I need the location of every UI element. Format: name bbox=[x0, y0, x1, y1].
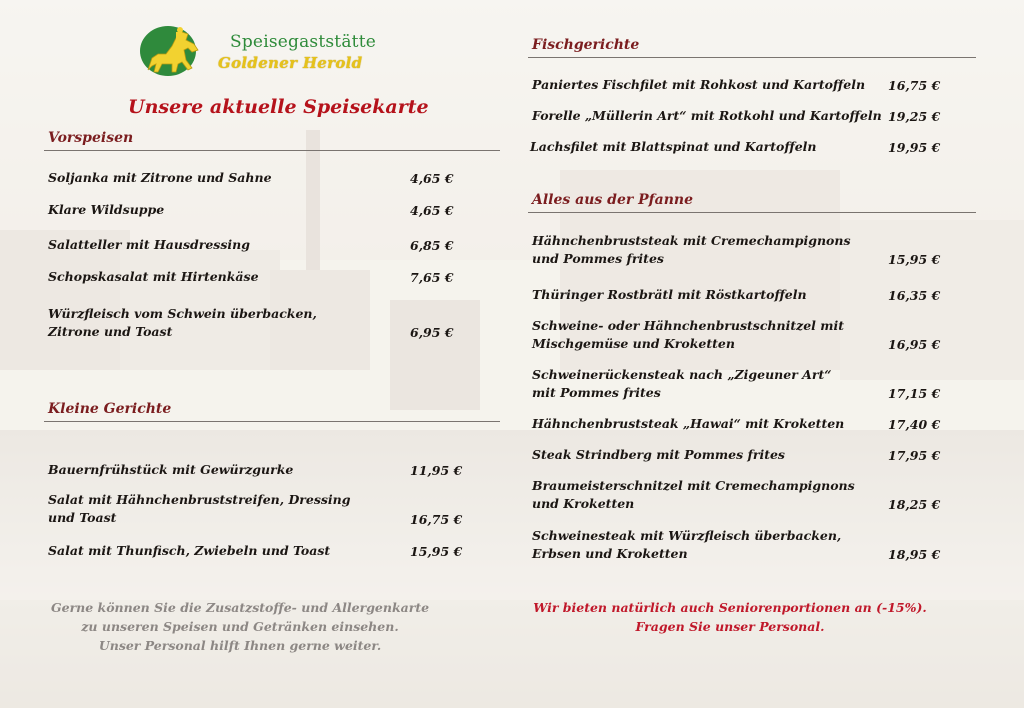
menu-price: 16,95 € bbox=[888, 337, 941, 352]
menu-price: 6,85 € bbox=[410, 238, 454, 253]
allergen-note-line-2: zu unseren Speisen und Getränken einsehen. bbox=[81, 619, 399, 634]
menu-price: 18,95 € bbox=[888, 547, 941, 562]
section-rule bbox=[44, 150, 500, 151]
menu-item-line-1: Schweinerückensteak nach „Zigeuner Art“ bbox=[532, 367, 832, 382]
menu-item: Soljanka mit Zitrone und Sahne bbox=[48, 170, 272, 185]
menu-item: Forelle „Müllerin Art“ mit Rotkohl und Kartoffeln bbox=[532, 108, 882, 123]
menu-item: Thüringer Rostbrätl mit Röstkartoffeln bbox=[532, 287, 807, 302]
section-heading-fischgerichte: Fischgerichte bbox=[532, 37, 640, 53]
menu-item-line-2: Zitrone und Toast bbox=[48, 324, 173, 339]
menu-price: 15,95 € bbox=[410, 544, 463, 559]
menu-price: 18,25 € bbox=[888, 497, 941, 512]
menu-item-line-1: Hähnchenbruststeak mit Cremechampignons bbox=[532, 233, 851, 248]
menu-price: 15,95 € bbox=[888, 252, 941, 267]
menu-item-line-2: und Kroketten bbox=[532, 496, 635, 511]
menu-item-line-2: mit Pommes frites bbox=[532, 385, 661, 400]
menu-item: Bauernfrühstück mit Gewürzgurke bbox=[48, 462, 294, 477]
allergen-note-line-3: Unser Personal hilft Ihnen gerne weiter. bbox=[98, 638, 382, 653]
menu-item: Paniertes Fischfilet mit Rohkost und Kartoffeln bbox=[532, 77, 866, 92]
section-heading-kleine-gerichte: Kleine Gerichte bbox=[48, 401, 172, 417]
section-heading-pfanne: Alles aus der Pfanne bbox=[532, 192, 693, 208]
menu-price: 19,25 € bbox=[888, 109, 941, 124]
logo-line-1: Speisegaststätte bbox=[230, 32, 376, 52]
menu-item-line-1: Braumeisterschnitzel mit Cremechampignons bbox=[532, 478, 855, 493]
menu-item: Schopskasalat mit Hirtenkäse bbox=[48, 269, 259, 284]
menu-price: 16,35 € bbox=[888, 288, 941, 303]
menu-item-line-1: Schweine- oder Hähnchenbrustschnitzel mit bbox=[532, 318, 845, 333]
restaurant-logo bbox=[138, 24, 378, 82]
menu-item-line-1: Würzfleisch vom Schwein überbacken, bbox=[48, 306, 317, 321]
menu-price: 6,95 € bbox=[410, 325, 454, 340]
menu-price: 16,75 € bbox=[410, 512, 463, 527]
menu-price: 7,65 € bbox=[410, 270, 454, 285]
menu-item: Lachsfilet mit Blattspinat und Kartoffeln bbox=[530, 139, 817, 154]
allergen-note bbox=[30, 598, 450, 655]
menu-price: 16,75 € bbox=[888, 78, 941, 93]
page-title: Unsere aktuelle Speisekarte bbox=[128, 96, 429, 118]
senior-portion-note bbox=[530, 598, 930, 636]
menu-item: Steak Strindberg mit Pommes frites bbox=[532, 447, 785, 462]
menu-item-line-2: und Pommes frites bbox=[532, 251, 664, 266]
menu-price: 4,65 € bbox=[410, 203, 454, 218]
logo-line-2: Goldener Herold bbox=[218, 54, 363, 72]
menu-price: 17,95 € bbox=[888, 448, 941, 463]
senior-note-line-2: Fragen Sie unser Personal. bbox=[635, 619, 825, 634]
menu-item: Salat mit Thunfisch, Zwiebeln und Toast bbox=[48, 543, 331, 558]
menu-price: 19,95 € bbox=[888, 140, 941, 155]
menu-item-line-2: Erbsen und Kroketten bbox=[532, 546, 688, 561]
menu-price: 17,40 € bbox=[888, 417, 941, 432]
menu-price: 4,65 € bbox=[410, 171, 454, 186]
section-heading-vorspeisen: Vorspeisen bbox=[48, 130, 134, 146]
menu-item: Hähnchenbruststeak „Hawai“ mit Kroketten bbox=[532, 416, 845, 431]
menu-item-line-2: und Toast bbox=[48, 510, 117, 525]
menu-item-line-1: Salat mit Hähnchenbruststreifen, Dressing bbox=[48, 492, 351, 507]
horse-rider-icon bbox=[138, 24, 208, 82]
section-rule bbox=[528, 212, 976, 213]
menu-price: 17,15 € bbox=[888, 386, 941, 401]
section-rule bbox=[528, 57, 976, 58]
menu-item-line-1: Schweinesteak mit Würzfleisch überbacken, bbox=[532, 528, 842, 543]
menu-price: 11,95 € bbox=[410, 463, 463, 478]
senior-note-line-1: Wir bieten natürlich auch Seniorenportionen an (-15%). bbox=[533, 600, 927, 615]
menu-item-line-2: Mischgemüse und Kroketten bbox=[532, 336, 735, 351]
menu-item: Klare Wildsuppe bbox=[48, 202, 165, 217]
section-rule bbox=[44, 421, 500, 422]
menu-item: Salatteller mit Hausdressing bbox=[48, 237, 250, 252]
allergen-note-line-1: Gerne können Sie die Zusatzstoffe- und Allergenkarte bbox=[50, 600, 430, 615]
